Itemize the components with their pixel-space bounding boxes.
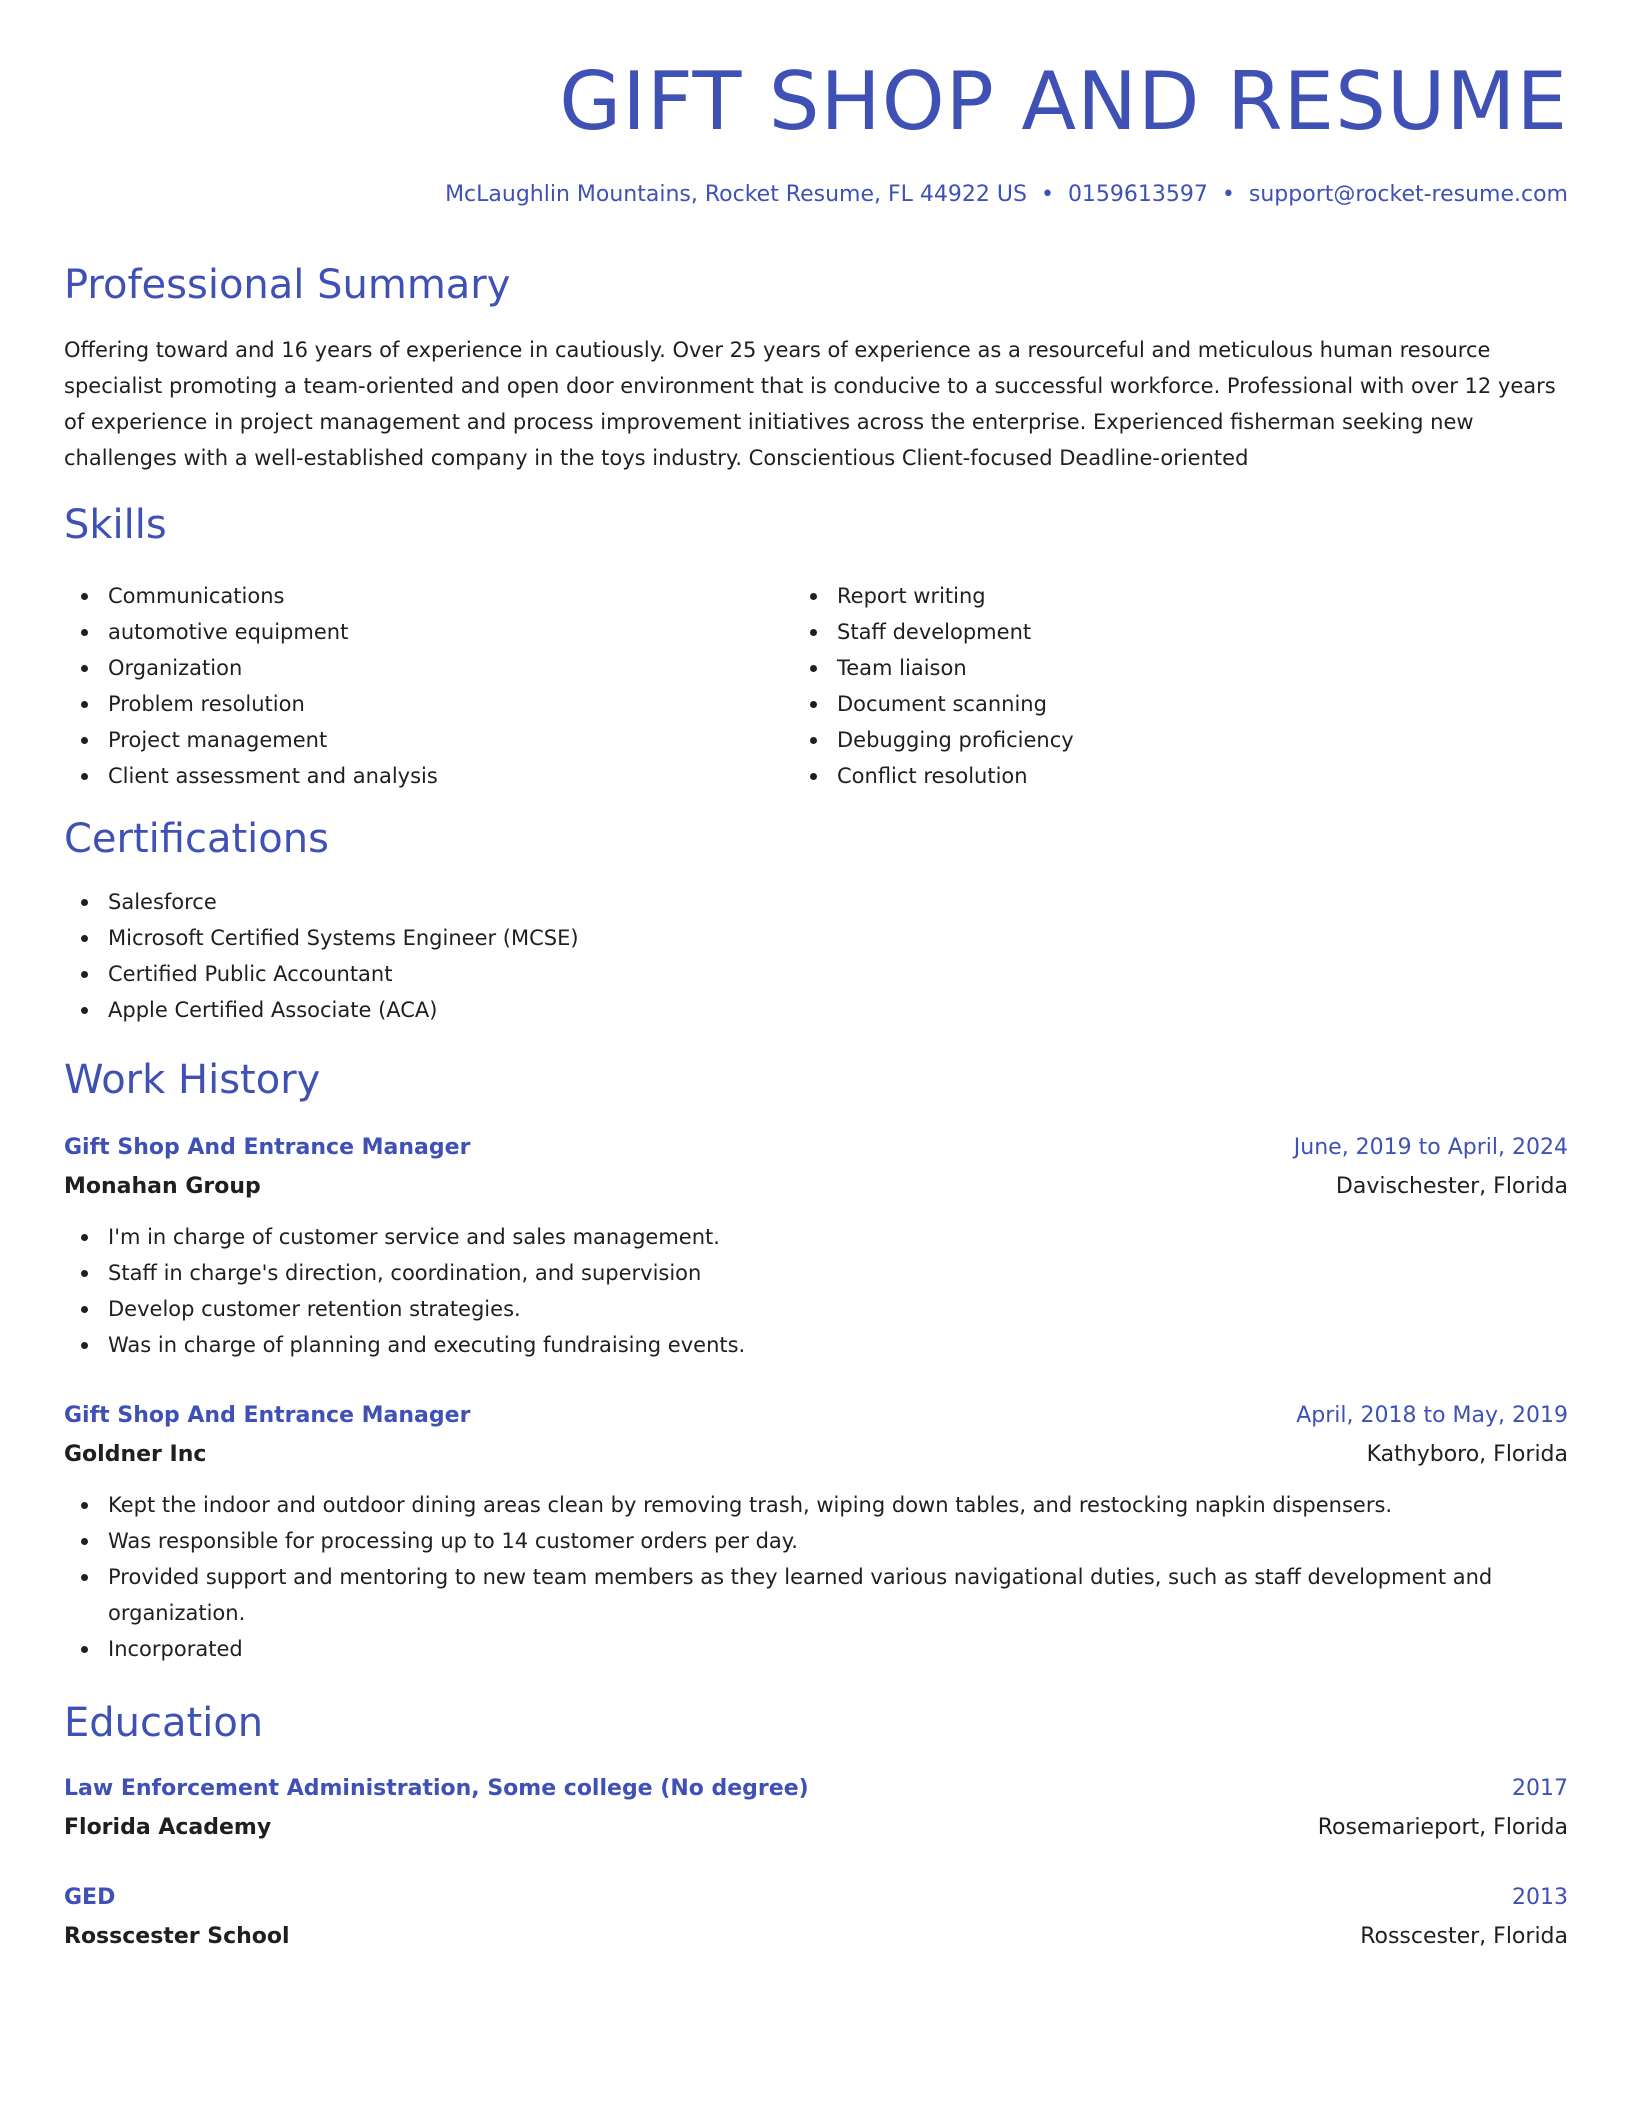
education-entry bbox=[64, 1770, 1568, 1848]
certification-item: Salesforce bbox=[64, 884, 1568, 920]
job-duties bbox=[64, 1219, 1568, 1363]
education-school-row bbox=[64, 1917, 1568, 1957]
job-location: Kathyboro, Florida bbox=[1366, 1442, 1568, 1467]
skill-item: Report writing bbox=[793, 578, 1074, 614]
skills-heading: Skills bbox=[64, 502, 167, 548]
certifications-heading: Certifications bbox=[64, 816, 329, 862]
skills-list-left bbox=[64, 578, 438, 794]
skill-item: Team liaison bbox=[793, 650, 1074, 686]
job-company: Goldner Inc bbox=[64, 1442, 207, 1467]
contact-phone: 0159613597 bbox=[1067, 182, 1208, 207]
education-location: Rosemarieport, Florida bbox=[1317, 1815, 1568, 1840]
skill-item: Project management bbox=[64, 722, 438, 758]
job-duty: Incorporated bbox=[64, 1631, 1568, 1667]
skill-item: Staff development bbox=[793, 614, 1074, 650]
job-entry bbox=[64, 1129, 1568, 1363]
job-org-row bbox=[64, 1167, 1568, 1207]
education-header bbox=[64, 1879, 1568, 1917]
education-school: Rosscester School bbox=[64, 1924, 290, 1949]
skill-item: automotive equipment bbox=[64, 614, 438, 650]
job-header bbox=[64, 1129, 1568, 1167]
contact-separator: • bbox=[1040, 182, 1054, 207]
summary-text: Offering toward and 16 years of experience in cautiously. Over 25 years of experience as a resourceful and meticulous human resource specialist promoting a team-oriented and open door environment that is conducive to a successful workforce. Professional with over 12 years of experience in project management and process improvement initiatives across the enterprise. Experienced fisherman seeking new challenges with a well-established company in the toys industry. Conscientious Client-focused Deadline-oriented bbox=[64, 338, 1556, 470]
education-school: Florida Academy bbox=[64, 1815, 272, 1840]
candidate-name: GIFT SHOP AND RESUME bbox=[559, 55, 1568, 148]
skill-item: Problem resolution bbox=[64, 686, 438, 722]
job-dates: June, 2019 to April, 2024 bbox=[1293, 1135, 1568, 1160]
certification-item: Apple Certified Associate (ACA) bbox=[64, 992, 1568, 1028]
skill-item: Client assessment and analysis bbox=[64, 758, 438, 794]
job-org-row bbox=[64, 1435, 1568, 1475]
job-duties bbox=[64, 1487, 1568, 1667]
education-heading: Education bbox=[64, 1700, 264, 1746]
contact-separator: • bbox=[1221, 182, 1235, 207]
job-duty: Develop customer retention strategies. bbox=[64, 1291, 1568, 1327]
job-duty: Kept the indoor and outdoor dining areas clean by removing trash, wiping down tables, and restocking napkin dispensers. bbox=[64, 1487, 1568, 1523]
job-location: Davischester, Florida bbox=[1335, 1174, 1568, 1199]
certification-item: Microsoft Certified Systems Engineer (MCSE) bbox=[64, 920, 1568, 956]
job-title: Gift Shop And Entrance Manager bbox=[64, 1135, 471, 1160]
education-location: Rosscester, Florida bbox=[1360, 1924, 1568, 1949]
contact-line bbox=[445, 180, 1568, 210]
job-title: Gift Shop And Entrance Manager bbox=[64, 1403, 471, 1428]
skill-item: Document scanning bbox=[793, 686, 1074, 722]
education-header bbox=[64, 1770, 1568, 1808]
skill-item: Conflict resolution bbox=[793, 758, 1074, 794]
contact-email[interactable]: support@rocket-resume.com bbox=[1248, 182, 1568, 207]
education-year: 2013 bbox=[1512, 1885, 1568, 1910]
education-entry bbox=[64, 1879, 1568, 1957]
skill-item: Organization bbox=[64, 650, 438, 686]
job-duty: I'm in charge of customer service and sales management. bbox=[64, 1219, 1568, 1255]
skill-item: Communications bbox=[64, 578, 438, 614]
education-degree: GED bbox=[64, 1885, 116, 1910]
contact-address: McLaughlin Mountains, Rocket Resume, FL 44922 US bbox=[445, 182, 1027, 207]
summary-heading: Professional Summary bbox=[64, 262, 511, 308]
education-school-row bbox=[64, 1808, 1568, 1848]
job-duty: Was in charge of planning and executing fundraising events. bbox=[64, 1327, 1568, 1363]
education-year: 2017 bbox=[1512, 1776, 1568, 1801]
skills-list-right bbox=[793, 578, 1074, 794]
job-duty: Provided support and mentoring to new team members as they learned various navigational duties, such as staff development and organization. bbox=[64, 1559, 1568, 1631]
job-company: Monahan Group bbox=[64, 1174, 261, 1199]
certification-item: Certified Public Accountant bbox=[64, 956, 1568, 992]
education-degree: Law Enforcement Administration, Some college (No degree) bbox=[64, 1776, 809, 1801]
skill-item: Debugging proficiency bbox=[793, 722, 1074, 758]
job-dates: April, 2018 to May, 2019 bbox=[1296, 1403, 1568, 1428]
job-entry bbox=[64, 1397, 1568, 1667]
job-header bbox=[64, 1397, 1568, 1435]
job-duty: Staff in charge's direction, coordination, and supervision bbox=[64, 1255, 1568, 1291]
work-history-heading: Work History bbox=[64, 1057, 321, 1103]
job-duty: Was responsible for processing up to 14 customer orders per day. bbox=[64, 1523, 1568, 1559]
certifications-list bbox=[64, 884, 1568, 1028]
